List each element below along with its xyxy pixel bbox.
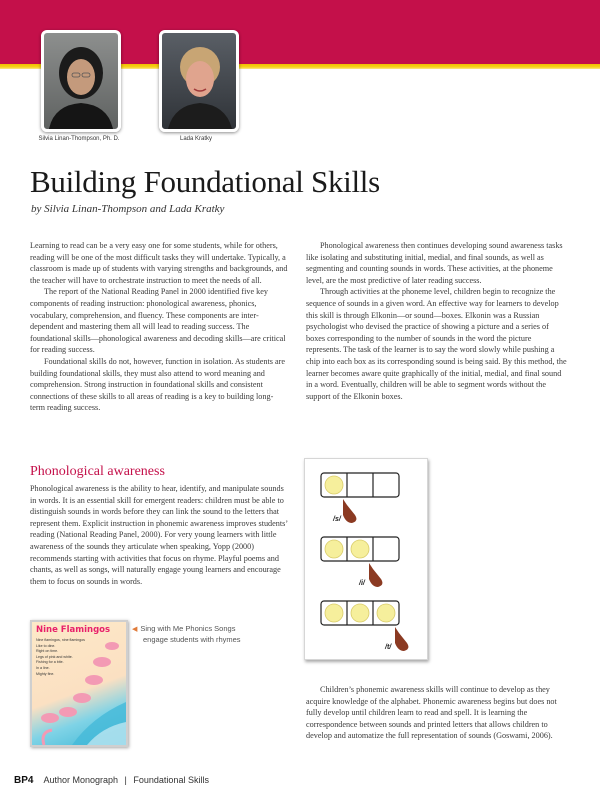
elkonin-row	[321, 473, 399, 523]
footer-separator: |	[124, 775, 127, 785]
elkonin-boxes-figure	[304, 458, 428, 660]
author-photo-silvia	[41, 30, 121, 132]
body-paragraph: Children’s phonemic awareness skills will continue to develop as they acquire knowledge of the alphabet. Phonemic awareness begins but does not fully develop until children learn to read and spell. It is learning the correspondence between sounds and printed letters that allows children to develop and automatize the full representation of sounds (Goswami, 2006).	[306, 685, 557, 741]
flamingo-poster	[30, 620, 128, 747]
portrait-image	[162, 33, 236, 129]
article-title: Building Foundational Skills	[30, 164, 380, 199]
pointing-hand-icon	[343, 499, 356, 523]
author-photo-lada	[159, 30, 239, 132]
chip	[377, 604, 395, 622]
section-column	[30, 483, 288, 587]
author-caption: Lada Kratky	[179, 136, 213, 142]
body-paragraph: Phonological awareness then continues developing sound awareness tasks like isolating and substituting initial, medial, and final sounds, as well as segmenting and counting sounds in words. These activities, at the phoneme level, are the most predictive of later reading success.	[306, 241, 563, 285]
sound-label: /s/	[333, 516, 341, 523]
elkonin-row	[321, 601, 408, 651]
body-paragraph: Phonological awareness is the ability to hear, identify, and manipulate sounds in words. It is an essential skill for emergent readers: children must be able to distinguish sounds in words before they can link the sound to the letters that represent them. Explicit instruction in phonemic awareness improves students’ reading (National Reading Panel, 2000). For very young learners with little awareness of the sounds they articulate when speaking, Yopp (2000) recommends starting with activities that focus on rhyme. Playful poems and chants, as well as songs, will naturally engage young learners and encourage them to focus on sounds in words.	[30, 484, 288, 586]
closing-column	[306, 684, 568, 742]
poster-lyrics	[36, 638, 85, 677]
intro-column	[30, 240, 288, 414]
section-name: Foundational Skills	[133, 775, 209, 785]
sound-label: /t/	[385, 644, 392, 651]
caption-line: Sing with Me Phonics Songs	[140, 624, 236, 633]
lyric-line: Legs of pink and white.	[36, 654, 73, 659]
poster-title: Nine Flamingos	[36, 625, 111, 635]
pointing-hand-icon	[369, 563, 382, 587]
elkonin-diagram	[305, 459, 427, 659]
author-caption: Silvia Linan-Thompson, Ph. D.	[38, 136, 120, 142]
page-number: BP4	[14, 775, 34, 786]
arrow-left-icon: ◀	[132, 626, 138, 633]
chip	[351, 540, 369, 558]
chip	[325, 604, 343, 622]
lyric-line: In a line.	[36, 665, 50, 670]
page-footer	[14, 775, 209, 786]
lyric-line: Mighty fine.	[36, 671, 55, 676]
body-paragraph: Through activities at the phoneme level, children begin to recognize the sequence of sounds in a given word. An effective way for learners to develop this skill is through Elkonin—or sound—boxes. Elkonin was a Russian psychologist who devised the practice of showing a picture and a series of boxes corresponding to the number of sounds in the word the picture represents. The task of the learner is to say the word slowly while pushing a chip into each box as its corresponding sound is being said. By this method, the learner becomes aware quite graphically of the initial, medial, and final sound in a word. Eventually, children will be able to segment words without the support of the Elkonin boxes.	[306, 287, 567, 401]
chip	[325, 476, 343, 494]
chip	[351, 604, 369, 622]
body-paragraph: Foundational skills do not, however, function in isolation. As students are building foundational skills, they must also attend to word meaning and comprehension. Strong instruction in foundational skills and consistent connections of these skills to all areas of reading is a key to building long-term reading success.	[30, 356, 285, 413]
chip	[325, 540, 343, 558]
portrait-image	[44, 33, 118, 129]
lyric-line: Fishing for a bite.	[36, 660, 64, 665]
lyric-line: Nine flamingos, nine flamingos	[36, 638, 85, 642]
section-heading: Phonological awareness	[30, 464, 165, 479]
article-byline: by Silvia Linan-Thompson and Lada Kratky	[31, 203, 225, 215]
body-paragraph: The report of the National Reading Panel in 2000 identified five key components of reading instruction: phonological awareness, phonics, vocabulary, comprehension, and fluency. These components are inter-dependent and mastering them all will lead to reading success. The foundational skills—phonological awareness and decoding skills—are critical for reading success.	[30, 287, 286, 355]
publication-name: Author Monograph	[43, 775, 119, 785]
poster-caption	[132, 624, 241, 644]
lyric-line: Right on time.	[36, 649, 59, 654]
sound-label: /i/	[359, 580, 365, 587]
lyric-line: Like to dine.	[36, 643, 56, 648]
elkonin-row	[321, 537, 399, 587]
pointing-hand-icon	[395, 627, 408, 651]
caption-line: engage students with rhymes	[143, 634, 241, 644]
body-paragraph: Learning to read can be a very easy one for some students, while for others, reading will be one of the most difficult tasks they will undertake. Typically, a classroom is made up of students with varying strengths and backgrounds, and the teacher will have to orchestrate instruction to meet the needs of all.	[30, 241, 288, 285]
right-column	[306, 240, 568, 402]
